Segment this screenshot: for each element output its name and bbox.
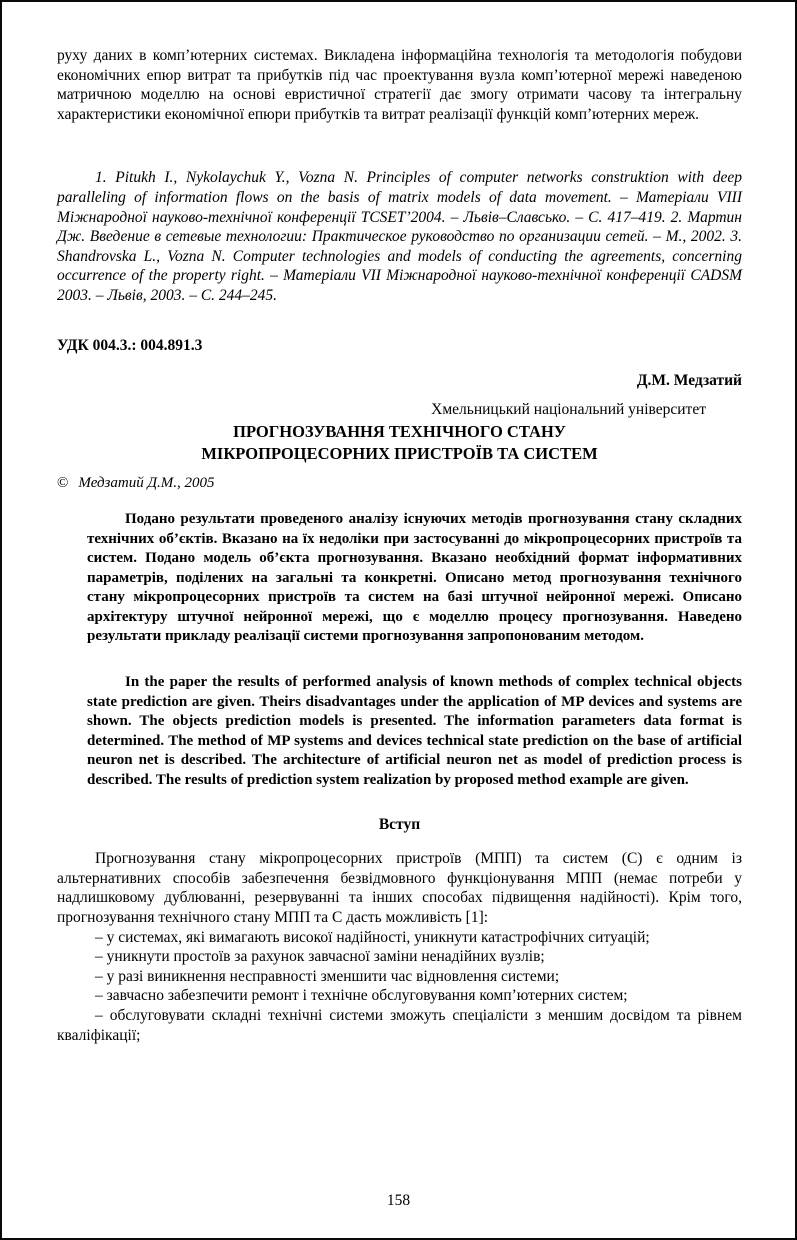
bullet-item: – обслуговувати складні технічні системи зможуть спеціалісти з меншим досвідом та рівнем кваліфікації; (57, 1006, 742, 1044)
title-line-1: ПРОГНОЗУВАННЯ ТЕХНІЧНОГО СТАНУ (233, 422, 566, 442)
abstract-english: In the paper the results of performed analysis of known methods of complex technical objects state prediction are given. Theirs disadvantages under the application of MP devices and systems are shown. The objects prediction models is presented. The information parameters data format is determined. The method of MP systems and devices technical state prediction on the base of artificial neuron net is described. The architecture of artificial neuron net as model of prediction process is described. The results of prediction system realization by proposed method example are given. (87, 674, 742, 789)
prev-article-closing-paragraph: руху даних в комп’ютерних системах. Викладена інформаційна технологія та методологія побудови економічних епюр витрат та прибутків під час проектування вузла комп’ютерної мережі наведеною матричною моделлю на основі евристичної стратегії дає змогу отримати часову та інтегральну характеристики економічної епюри прибутків та витрат реалізації функцій комп’ютерних мереж. (57, 47, 742, 123)
page-number: 158 (386, 1192, 411, 1209)
bullet-item: – у системах, які вимагають високої надійності, уникнути катастрофічних ситуацій; (95, 928, 650, 946)
author-name: Д.М. Медзатий (636, 372, 742, 390)
bullet-item: – у разі виникнення несправності зменшити час відновлення системи; (95, 967, 560, 985)
author-affiliation: Хмельницький національний університет (431, 400, 706, 418)
bullet-item: – завчасно забезпечити ремонт і технічне обслуговування комп’ютерних систем; (95, 987, 628, 1005)
article-title (57, 421, 742, 465)
intro-paragraph: Прогнозування стану мікропроцесорних пристроїв (МПП) та систем (С) є одним із альтернативних способів забезпечення безвідмовного функціонування МПП (немає потреби у надлишковому дублюванні, резервуванні та інших способах підвищення надійності). Крім того, прогнозування технічного стану МПП та С дасть можливість [1]: (57, 850, 742, 926)
prev-article-references: 1. Pitukh I., Nykolaychuk Y., Vozna N. Principles of computer networks construktion with deep paralleling of information flows on the basis of matrix models of data movement. – Матеріали VIII Міжнародної науково-технічної конференції TCSET’2004. – Львів–Славсько. – С. 417–419. 2. Мартин Дж. Введение в сетевые технологии: Практическое руководство по организации сетей. – М., 2002. 3. Shandrovska L., Vozna N. Computer technologies and models of conducting the agreements, concerning occurrence of the property right. – Матеріали VII Міжнародної науково-технічної конференції CADSM 2003. – Львів, 2003. – С. 244–245. (57, 169, 742, 304)
copyright-symbol: © (57, 475, 69, 492)
abstract-ukrainian: Подано результати проведеного аналізу існуючих методів прогнозування стану складних технічних об’єктів. Вказано на їх недоліки при застосуванні до мікропроцесорних пристроїв та систем. Подано модель об’єкта прогнозування. Вказано необхідний формат інформативних параметрів, поділених на загальні та конкретні. Описано метод прогнозування технічного стану мікропроцесорних пристроїв та систем на базі штучної нейронної мережі. Описано архітектуру штучної нейронної мережі, що є моделлю процесу прогнозування. Наведено результати прикладу реалізації системи прогнозування запропонованим методом. (87, 510, 742, 645)
copyright-line (57, 474, 742, 494)
page-content (2, 2, 795, 1045)
copyright-text: Медзатий Д.М., 2005 (78, 475, 215, 492)
section-heading-vstup: Вступ (378, 815, 421, 833)
bullet-item: – уникнути простоїв за рахунок завчасної заміни ненадійних вузлів; (95, 948, 545, 966)
udc-code: УДК 004.3.: 004.891.3 (57, 336, 203, 354)
title-line-2: МІКРОПРОЦЕСОРНИХ ПРИСТРОЇВ ТА СИСТЕМ (201, 444, 598, 464)
